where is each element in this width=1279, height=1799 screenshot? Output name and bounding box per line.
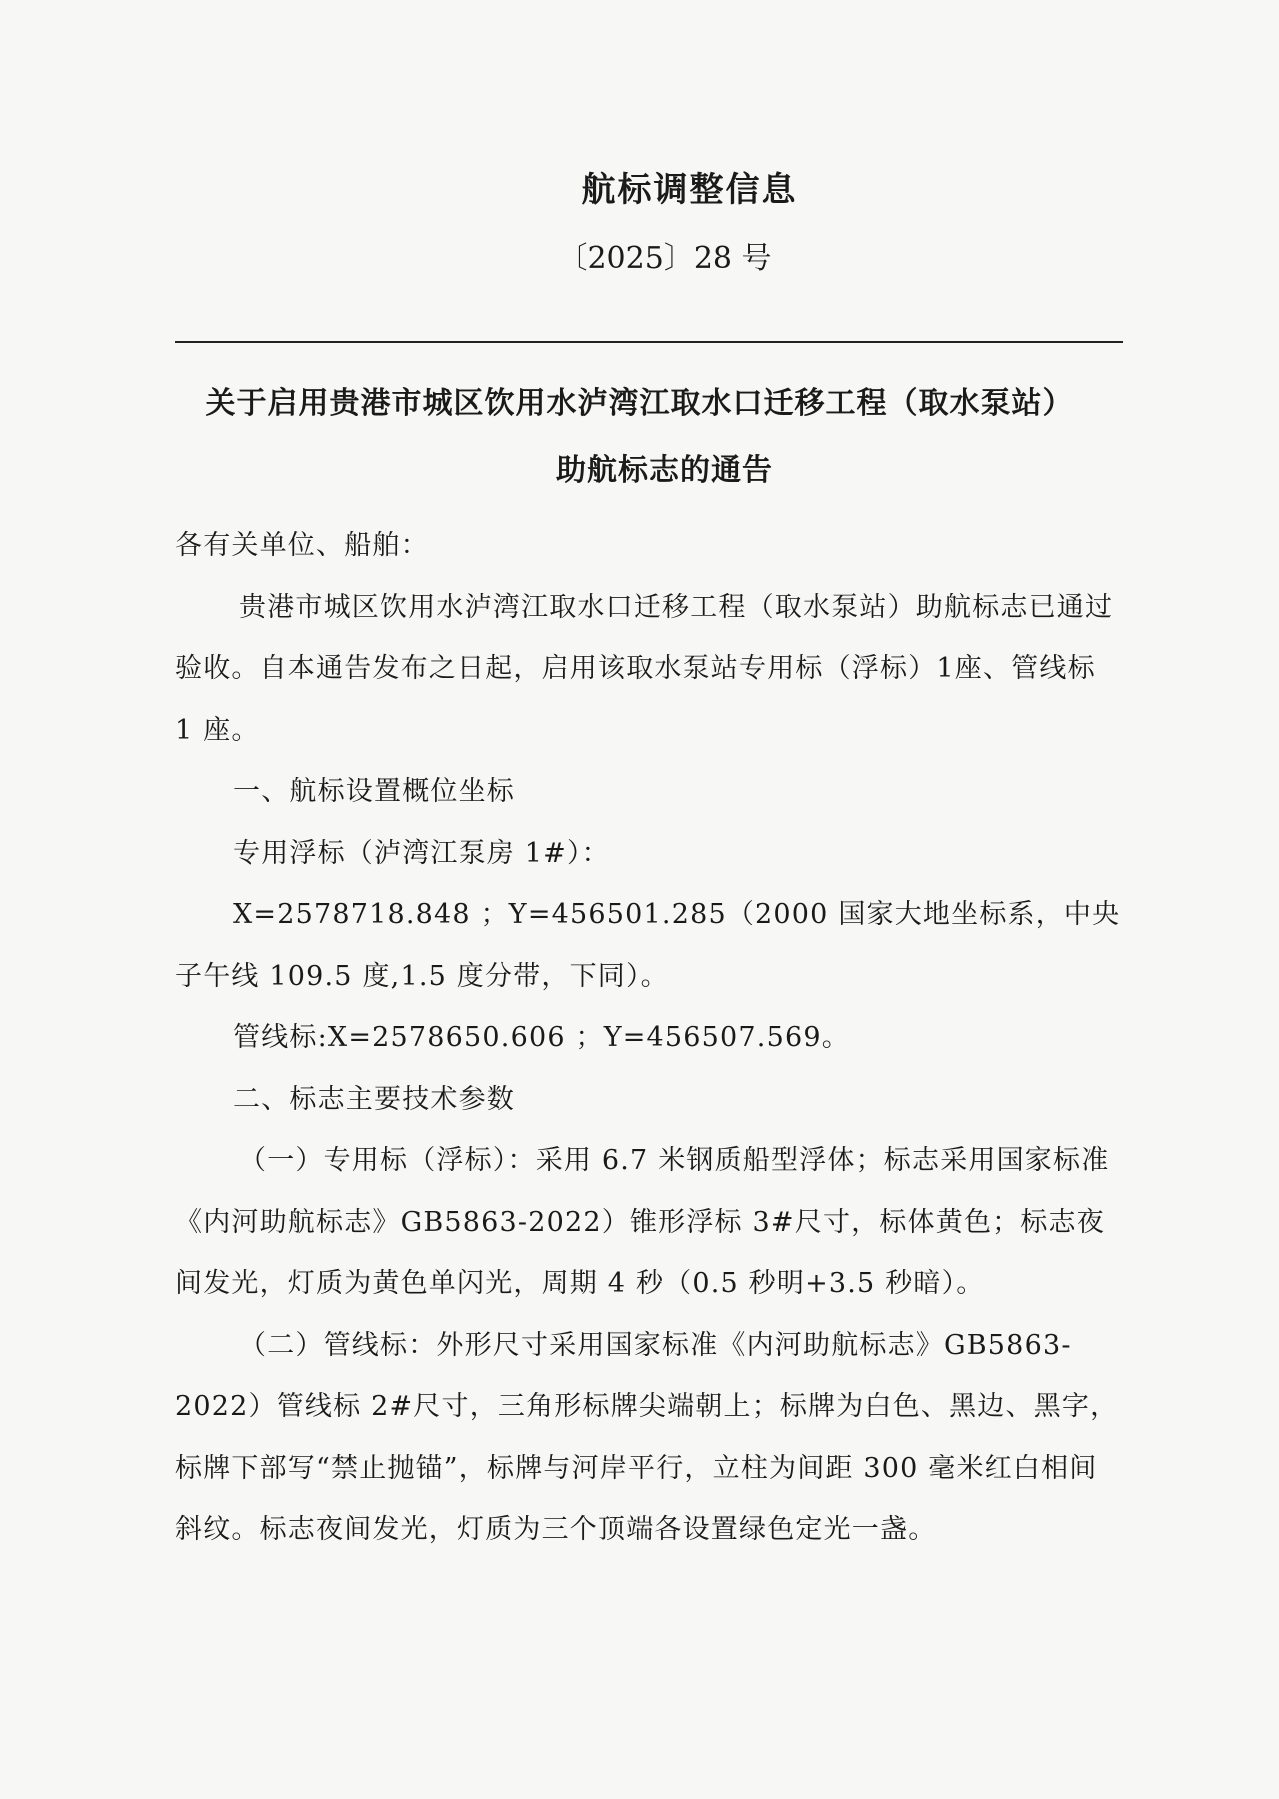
pipeline-coordinates: 管线标:X=2578650.606 ；Y=456507.569。	[233, 1022, 850, 1053]
param-buoy: （一）专用标（浮标）：采用 6.7 米钢质船型浮体；标志采用国家标准《内河助航标志》GB5863-2022）锥形浮标 3#尺寸，标体黄色；标志夜间发光，灯质为黄色单闪光，周期 4 秒（0.5 秒明+3.5 秒暗）。	[175, 1145, 1110, 1299]
section1-heading: 一、航标设置概位坐标	[233, 776, 515, 807]
notice-body	[175, 515, 1123, 1561]
notice-title-line1: 关于启用贵港市城区饮用水泸湾江取水口迁移工程（取水泵站）	[205, 386, 1074, 421]
salutation: 各有关单位、船舶：	[175, 530, 429, 561]
buoy-label: 专用浮标（泸湾江泵房 1#）：	[233, 837, 610, 869]
intro-paragraph: 贵港市城区饮用水泸湾江取水口迁移工程（取水泵站）助航标志已通过验收。自本通告发布之日起，启用该取水泵站专用标（浮标）1座、管线标 1 座。	[175, 591, 1114, 746]
header-divider	[175, 341, 1123, 343]
document-header-title: 航标调整信息	[581, 170, 798, 210]
notice-title-line2: 助航标志的通告	[556, 453, 773, 488]
param-pipeline: （二）管线标：外形尺寸采用国家标准《内河助航标志》GB5863-2022）管线标 2#尺寸，三角形标牌尖端朝上；标牌为白色、黑边、黑字，标牌下部写“禁止抛锚”，标牌与河岸平行，立柱为间距 300 毫米红白相间斜纹。标志夜间发光，灯质为三个顶端各设置绿色定光一盏。	[175, 1329, 1119, 1545]
section2-heading: 二、标志主要技术参数	[233, 1083, 515, 1115]
document-number: 〔2025〕28 号	[557, 241, 772, 276]
buoy-coordinates: X=2578718.848 ；Y=456501.285（2000 国家大地坐标系，中央子午线 109.5 度,1.5 度分带，下同）。	[175, 899, 1121, 992]
